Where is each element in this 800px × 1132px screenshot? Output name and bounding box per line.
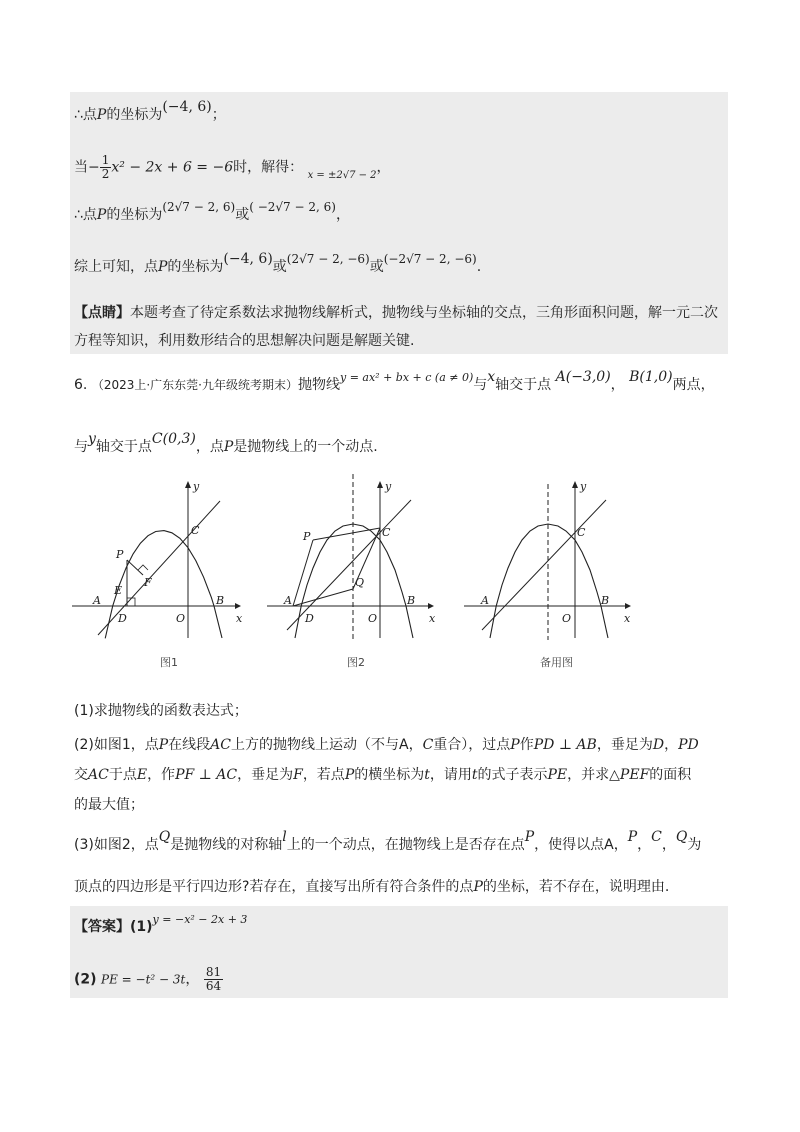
var-pd: PD: [678, 737, 699, 753]
question-1: [74, 700, 248, 722]
question-2-line-2: [74, 764, 691, 786]
segment-pc: [313, 528, 380, 540]
var-p: P: [344, 767, 355, 783]
figure-backup-caption: 备用图: [540, 656, 573, 669]
var-p: P: [158, 259, 168, 275]
text: 两点，: [672, 377, 715, 393]
label-d: D: [118, 612, 127, 625]
text: 顶点的四边形是平行四边形?若存在，直接写出所有符合条件的点: [74, 879, 474, 895]
var-q: Q: [675, 829, 688, 845]
equation: y = ax² + bx + c (a ≠ 0): [339, 371, 474, 384]
var-c: C: [422, 737, 434, 753]
frac-num: 81: [205, 965, 222, 979]
text: ，: [661, 837, 676, 853]
label-x: x: [236, 612, 243, 625]
y-axis-arrow: [185, 481, 191, 488]
label-p: P: [116, 548, 124, 561]
text: 或: [235, 207, 250, 223]
var-y: y: [88, 431, 96, 447]
text: ，: [335, 207, 350, 223]
answer-line-2: [74, 966, 223, 993]
text: ，点: [195, 439, 224, 455]
text: 是抛物线上的一个动点.: [233, 439, 378, 455]
var-p: P: [223, 439, 234, 455]
text: 为: [687, 837, 702, 853]
text: 时，解得：: [233, 159, 304, 176]
var-p: P: [158, 737, 169, 753]
var-e: E: [136, 767, 148, 783]
var-x: x: [487, 369, 496, 385]
answer-number: (2): [74, 971, 97, 988]
label-a: A: [284, 594, 292, 607]
label-c: C: [382, 526, 391, 539]
text: ，使得以点A，: [534, 837, 628, 853]
text: ，: [610, 377, 625, 393]
label-x: x: [624, 612, 631, 625]
x-axis-arrow: [625, 603, 631, 609]
text: ；: [211, 107, 226, 123]
question-3-line-1: [74, 829, 702, 856]
text: 是抛物线的对称轴: [170, 837, 283, 853]
frac-num: 1: [101, 153, 110, 167]
solution-line-4: [74, 251, 482, 278]
y-axis-arrow: [572, 481, 578, 488]
label-x: x: [429, 612, 436, 625]
label-c: C: [577, 526, 586, 539]
coord: (−4, 6): [162, 99, 212, 115]
var-p: P: [524, 829, 535, 845]
label-b: B: [601, 594, 610, 607]
text: 与: [74, 439, 88, 455]
label-q: Q: [355, 576, 365, 589]
point-b: B(1,0): [629, 369, 673, 385]
x-axis-arrow: [235, 603, 241, 609]
problem-line-1: [74, 369, 715, 397]
solution-line-2: 当− $\frac{1}{2}$ x² − 2x + 6 = −6时，解得： $_{x = \pm 2√7 - 2}$，: [74, 153, 391, 181]
var-pe: PE: [547, 767, 568, 783]
text: 的坐标为: [167, 259, 224, 275]
text: ，垂足为: [237, 767, 294, 783]
answer-fraction: [204, 966, 223, 993]
figure-backup: [462, 470, 652, 678]
figure-1-caption: 图1: [160, 656, 178, 669]
label-c: C: [191, 524, 200, 537]
figure-2-caption: 图2: [347, 656, 365, 669]
text: 轴交于点: [95, 439, 152, 455]
relation: PD ⊥ AB: [533, 737, 597, 753]
label-a: A: [93, 594, 101, 607]
var-q: Q: [158, 829, 171, 845]
question-2-line-3: [74, 794, 144, 816]
var-t: t: [424, 767, 430, 783]
text: ，并求: [567, 767, 610, 783]
parabola: [490, 524, 608, 638]
text: 的面积: [649, 767, 692, 783]
text: (3)如图2，点: [74, 837, 159, 853]
answer-expression: y = −x² − 2x + 3: [152, 913, 248, 926]
var-c: C: [651, 829, 662, 845]
text: 的坐标，若不存在，说明理由.: [482, 879, 670, 895]
segment-ap: [293, 540, 313, 606]
comment-line-1: [74, 302, 718, 324]
figure-2: [265, 470, 455, 678]
problem-line-2: [74, 431, 378, 458]
text: (2)如图1，点: [74, 737, 159, 753]
label-d: D: [305, 612, 314, 625]
y-axis-arrow: [377, 481, 383, 488]
text: (1)求抛物线的函数表达式；: [74, 703, 248, 719]
label-y: y: [385, 480, 392, 493]
text: 或: [369, 259, 384, 275]
answer-number: (1): [130, 919, 153, 935]
text: 重合），过点: [433, 737, 511, 753]
x-axis-arrow: [428, 603, 434, 609]
label-o: O: [176, 612, 186, 625]
var-p: P: [627, 829, 638, 845]
problem-number: 6.: [74, 377, 88, 393]
comment-text: 方程等知识，利用数形结合的思想解决问题是解题关键.: [74, 333, 415, 349]
relation: PF ⊥ AC: [175, 767, 238, 783]
text: ，: [376, 159, 391, 176]
text: 作: [519, 737, 534, 753]
answer-label: 【答案】: [74, 919, 130, 935]
label-y: y: [193, 480, 200, 493]
text: 的坐标为: [106, 207, 163, 223]
figure-1: [70, 478, 260, 678]
text: 或: [272, 259, 287, 275]
text: 上方的抛物线上运动（不与A，: [231, 737, 423, 753]
var-p: P: [473, 879, 483, 895]
solution-line-3: [74, 200, 350, 226]
text: ，: [664, 737, 679, 753]
text: ，若点: [302, 767, 345, 783]
text: 的最大值；: [74, 797, 144, 813]
text: ∴点: [74, 107, 97, 123]
result: x = ±2√7 − 2: [307, 169, 377, 181]
text: ，: [185, 971, 200, 988]
label-p: P: [303, 530, 311, 543]
text: ，垂足为: [596, 737, 653, 753]
question-3-line-2: [74, 876, 669, 898]
label-b: B: [216, 594, 225, 607]
text: 在线段: [168, 737, 211, 753]
answer-expression: PE = −t² − 3t: [101, 972, 186, 987]
text: 上的一个动点，在抛物线上是否存在点: [286, 837, 525, 853]
text: 当: [74, 159, 88, 176]
triangle: △PEF: [609, 767, 650, 783]
right-angle-f: [138, 565, 148, 570]
coord: (−2√7 − 2, −6): [383, 252, 477, 266]
coord: (−4, 6): [223, 251, 273, 267]
label-f: F: [144, 576, 152, 589]
frac-den: 64: [205, 979, 222, 993]
var-t: t: [471, 767, 478, 783]
text: ，请用: [429, 767, 472, 783]
text: 的坐标为: [106, 107, 163, 123]
equation: x² − 2x + 6 = −6: [111, 159, 234, 176]
var-ac: AC: [88, 767, 109, 783]
comment-label: 【点睛】: [74, 305, 130, 321]
frac-den: 2: [101, 167, 110, 181]
fraction-half: [100, 154, 112, 181]
coord: (2√7 − 2, −6): [286, 252, 370, 266]
coord: (2√7 − 2, 6): [162, 200, 236, 214]
text: ，作: [147, 767, 176, 783]
label-y: y: [580, 480, 587, 493]
point-a: A(−3,0): [555, 369, 611, 385]
comment-line-2: [74, 330, 414, 352]
text: ∴点: [74, 207, 97, 223]
var-ac: AC: [210, 737, 231, 753]
comment-text: 本题考查了待定系数法求抛物线解析式，抛物线与坐标轴的交点，三角形面积问题，解一元二次: [130, 305, 718, 321]
text: 交: [74, 767, 88, 783]
text: 轴交于点: [495, 377, 552, 393]
text: 的式子表示: [477, 767, 548, 783]
line-ac: [98, 501, 220, 635]
question-2-line-1: [74, 734, 699, 756]
point-c: C(0,3): [151, 431, 196, 447]
label-b: B: [407, 594, 416, 607]
text: .: [476, 259, 482, 275]
var-d: D: [652, 737, 665, 753]
solution-line-1: [74, 99, 226, 126]
text: ，: [637, 837, 652, 853]
label-a: A: [481, 594, 489, 607]
text: 于点: [108, 767, 137, 783]
text: 抛物线: [297, 377, 340, 393]
var-p: P: [510, 737, 520, 753]
var-f: F: [293, 767, 303, 783]
label-e: E: [114, 584, 123, 597]
problem-source: （2023上·广东东莞·九年级统考期末）: [91, 378, 298, 392]
label-o: O: [368, 612, 378, 625]
coord: ( −2√7 − 2, 6): [249, 200, 336, 214]
var-p: P: [96, 207, 107, 223]
label-o: O: [562, 612, 572, 625]
text: 综上可知，点: [74, 259, 158, 275]
text: 与: [473, 377, 488, 393]
answer-line-1: [74, 913, 248, 939]
var-p: P: [96, 107, 107, 123]
var-l: l: [282, 829, 287, 845]
text: 的横坐标为: [354, 767, 425, 783]
